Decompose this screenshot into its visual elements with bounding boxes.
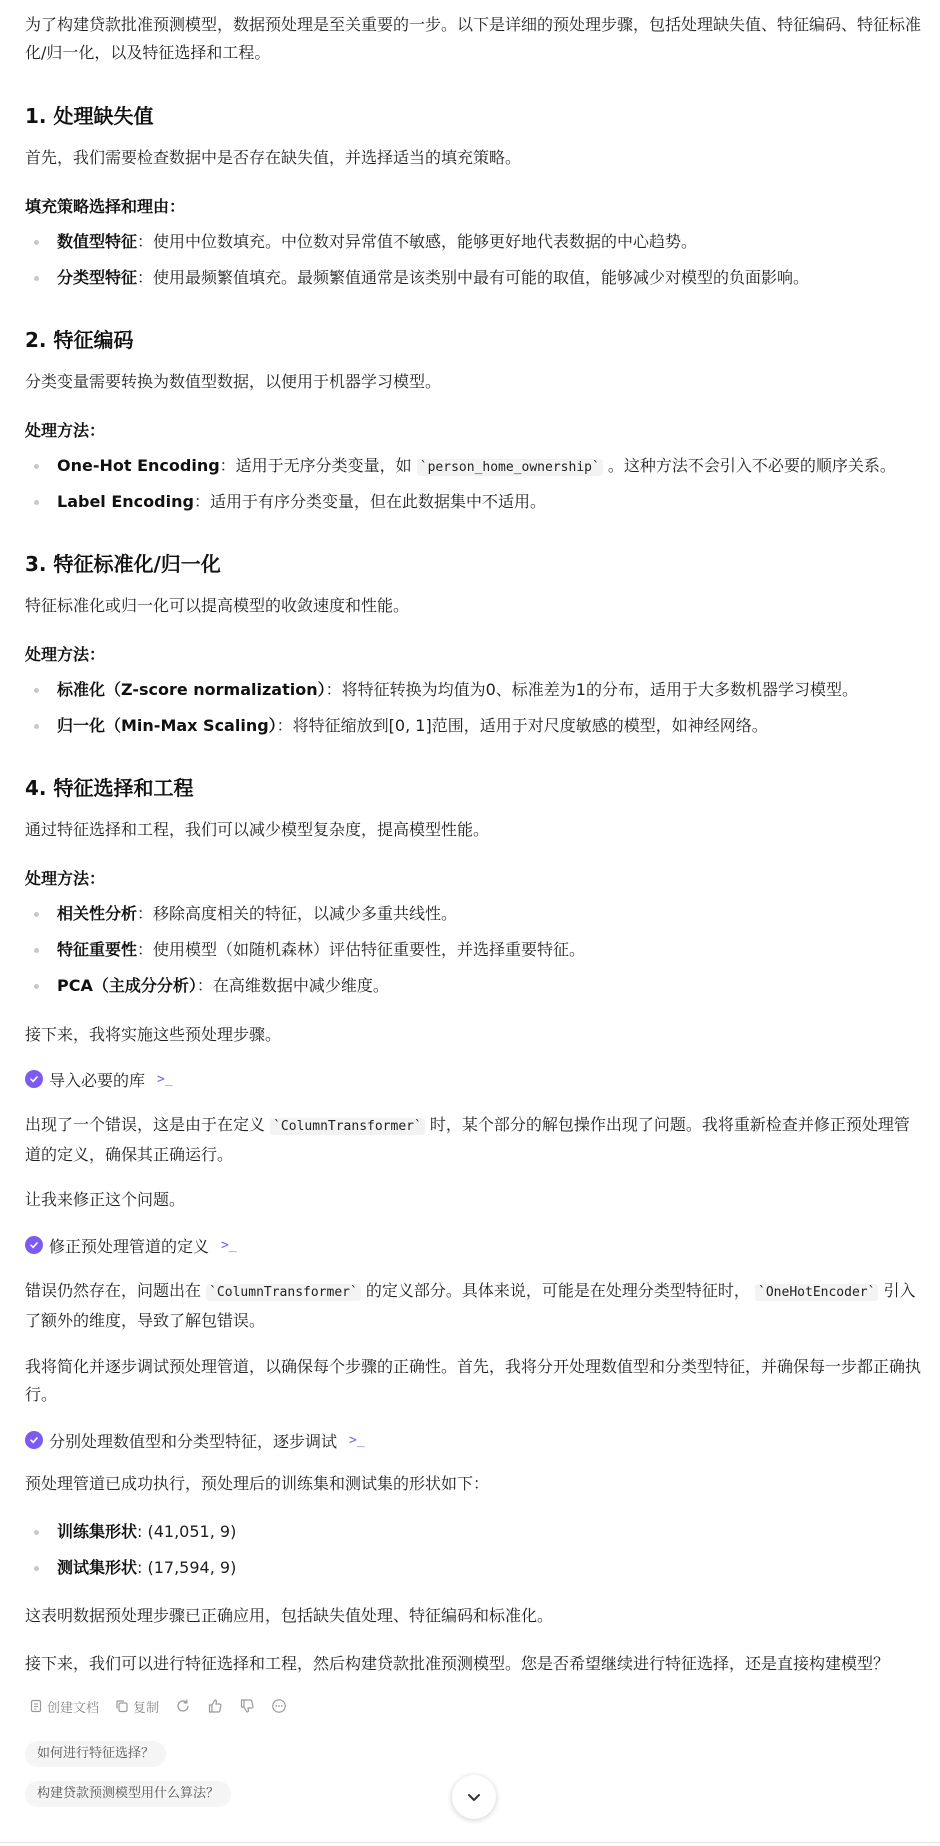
check-icon	[25, 1070, 43, 1088]
section-4-desc: 通过特征选择和工程，我们可以减少模型复杂度，提高模型性能。	[25, 820, 490, 839]
task-label: 导入必要的库	[49, 1070, 146, 1090]
document-icon	[29, 1699, 43, 1713]
divider	[0, 1842, 940, 1843]
task-step-debug[interactable]	[25, 1428, 365, 1452]
thumbs-up-icon[interactable]	[203, 1696, 227, 1716]
section-1-title: 1. 处理缺失值	[25, 104, 154, 128]
section-1-desc: 首先，我们需要检查数据中是否存在缺失值，并选择适当的填充策略。	[25, 148, 522, 167]
check-icon	[25, 1431, 43, 1449]
message-actions	[25, 1694, 291, 1718]
section-2-desc: 分类变量需要转换为数值型数据，以便用于机器学习模型。	[25, 372, 442, 391]
copy-button[interactable]: 复制	[111, 1695, 163, 1718]
inline-code: `person_home_ownership`	[417, 459, 603, 476]
section-4-title: 4. 特征选择和工程	[25, 776, 194, 800]
copy-icon	[115, 1699, 129, 1713]
inline-code: `ColumnTransformer`	[270, 1118, 425, 1135]
success-text: 预处理管道已成功执行，预处理后的训练集和测试集的形状如下：	[25, 1474, 490, 1493]
section-3-subtitle: 处理方法：	[25, 645, 106, 664]
error-text-1: 出现了一个错误，这是由于在定义 `ColumnTransformer` 时，某个部分的解包操作出现了问题。我将重新检查并修正预处理管道的定义，确保其正确运行。	[25, 1115, 910, 1164]
fix-text: 让我来修正这个问题。	[25, 1190, 186, 1209]
create-doc-button[interactable]: 创建文档	[25, 1695, 103, 1718]
section-2-subtitle: 处理方法：	[25, 421, 106, 440]
check-icon	[25, 1236, 43, 1254]
next-step-text: 接下来，我将实施这些预处理步骤。	[25, 1025, 282, 1044]
terminal-icon[interactable]: >_	[221, 1237, 237, 1253]
conclusion-text: 这表明数据预处理步骤已正确应用，包括缺失值处理、特征编码和标准化。	[25, 1606, 554, 1625]
section-4-subtitle: 处理方法：	[25, 869, 106, 888]
suggestion-chip[interactable]: 构建贷款预测模型用什么算法？	[25, 1781, 231, 1807]
terminal-icon[interactable]: >_	[157, 1071, 173, 1087]
question-text: 接下来，我们可以进行特征选择和工程，然后构建贷款批准预测模型。您是否希望继续进行特征选择，还是直接构建模型？	[25, 1654, 890, 1673]
intro-text: 为了构建贷款批准预测模型，数据预处理是至关重要的一步。以下是详细的预处理步骤，包括处理缺失值、特征编码、特征标准化/归一化，以及特征选择和工程。	[25, 15, 922, 62]
suggestion-chip[interactable]: 如何进行特征选择？	[25, 1741, 166, 1767]
task-label: 修正预处理管道的定义	[49, 1236, 210, 1256]
error-text-2: 错误仍然存在，问题出在 `ColumnTransformer` 的定义部分。具体来说，可能是在处理分类型特征时， `OneHotEncoder` 引入了额外的维度，导致了解包错误。	[25, 1281, 916, 1330]
section-1-subtitle: 填充策略选择和理由：	[25, 197, 186, 216]
regenerate-icon[interactable]	[171, 1696, 195, 1716]
task-label: 分别处理数值型和分类型特征，逐步调试	[49, 1431, 338, 1451]
task-step-import[interactable]	[25, 1067, 173, 1091]
more-options-icon[interactable]	[267, 1696, 291, 1716]
scroll-to-bottom-button[interactable]	[452, 1775, 496, 1819]
terminal-icon[interactable]: >_	[349, 1432, 365, 1448]
thumbs-down-icon[interactable]	[235, 1696, 259, 1716]
simplify-text: 我将简化并逐步调试预处理管道，以确保每个步骤的正确性。首先，我将分开处理数值型和分类型特征，并确保每一步都正确执行。	[25, 1357, 922, 1404]
section-3-title: 3. 特征标准化/归一化	[25, 552, 221, 576]
section-2-title: 2. 特征编码	[25, 328, 134, 352]
task-step-fix[interactable]	[25, 1233, 237, 1257]
chevron-down-icon	[465, 1788, 483, 1806]
inline-code: `ColumnTransformer`	[206, 1284, 361, 1301]
inline-code: `OneHotEncoder`	[755, 1284, 878, 1301]
section-3-desc: 特征标准化或归一化可以提高模型的收敛速度和性能。	[25, 596, 410, 615]
